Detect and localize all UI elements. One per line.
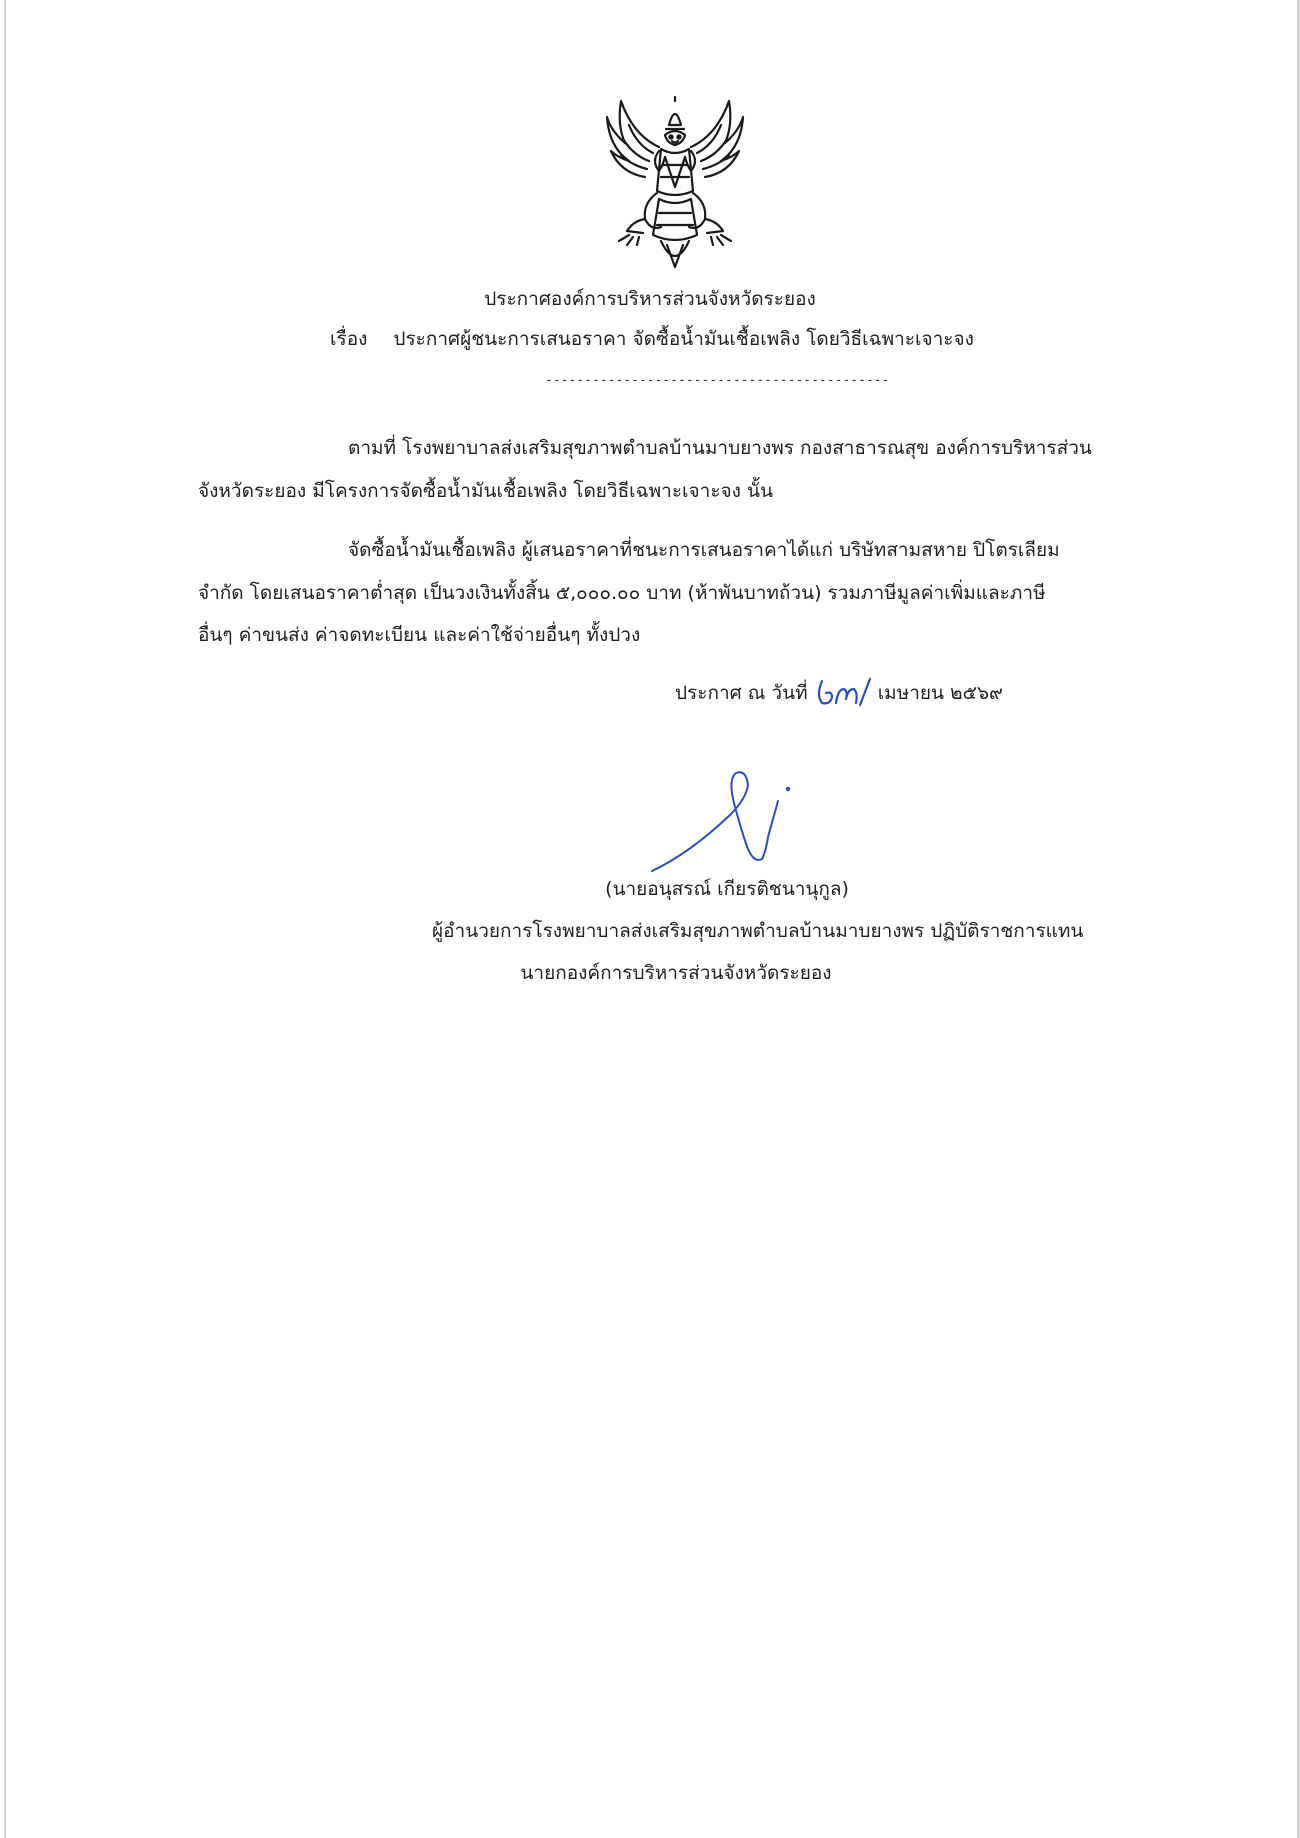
paragraph2-line2: จำกัด โดยเสนอราคาต่ำสุด เป็นวงเงินทั้งสิ้น ๕,๐๐๐.๐๐ บาท (ห้าพันบาทถ้วน) รวมภาษีมูลค่าเพิ่มและภาษี xyxy=(198,582,1046,604)
signer-name: (นายอนุสรณ์ เกียรติชนานุกูล) xyxy=(605,878,849,900)
announcement-subject xyxy=(330,326,974,352)
handwritten-day-ink xyxy=(814,675,872,709)
signer-position-line2: นายกองค์การบริหารส่วนจังหวัดระยอง xyxy=(520,962,832,984)
announcement-title: ประกาศองค์การบริหารส่วนจังหวัดระยอง xyxy=(484,288,816,310)
signer-position-line1: ผู้อำนวยการโรงพยาบาลส่งเสริมสุขภาพตำบลบ้านมาบยางพร ปฏิบัติราชการแทน xyxy=(432,920,1084,942)
subject-text: ประกาศผู้ชนะการเสนอราคา จัดซื้อน้ำมันเชื้อเพลิง โดยวิธีเฉพาะเจาะจง xyxy=(393,328,974,350)
paragraph1-line2: จังหวัดระยอง มีโครงการจัดซื้อน้ำมันเชื้อเพลิง โดยวิธีเฉพาะเจาะจง นั้น xyxy=(198,480,773,502)
handwritten-signature xyxy=(650,763,850,883)
scan-edge-left xyxy=(4,0,6,1838)
date-prefix: ประกาศ ณ วันที่ xyxy=(675,682,808,704)
date-month-year: เมษายน ๒๕๖๙ xyxy=(877,682,1003,704)
handwritten-day xyxy=(814,681,872,707)
paragraph2-line1: จัดซื้อน้ำมันเชื้อเพลิง ผู้เสนอราคาที่ชนะการเสนอราคาได้แก่ บริษัทสามสหาย ปิโตรเลียม xyxy=(348,539,1060,561)
paragraph2-line3: อื่นๆ ค่าขนส่ง ค่าจดทะเบียน และค่าใช้จ่ายอื่นๆ ทั้งปวง xyxy=(198,624,641,646)
paragraph1-line1: ตามที่ โรงพยาบาลส่งเสริมสุขภาพตำบลบ้านมาบยางพร กองสาธารณสุข องค์การบริหารส่วน xyxy=(348,437,1092,459)
divider-line: -------------------------------------------- xyxy=(545,373,890,388)
subject-label: เรื่อง xyxy=(330,328,368,350)
announcement-date xyxy=(675,680,1003,707)
garuda-emblem-icon xyxy=(603,95,748,275)
